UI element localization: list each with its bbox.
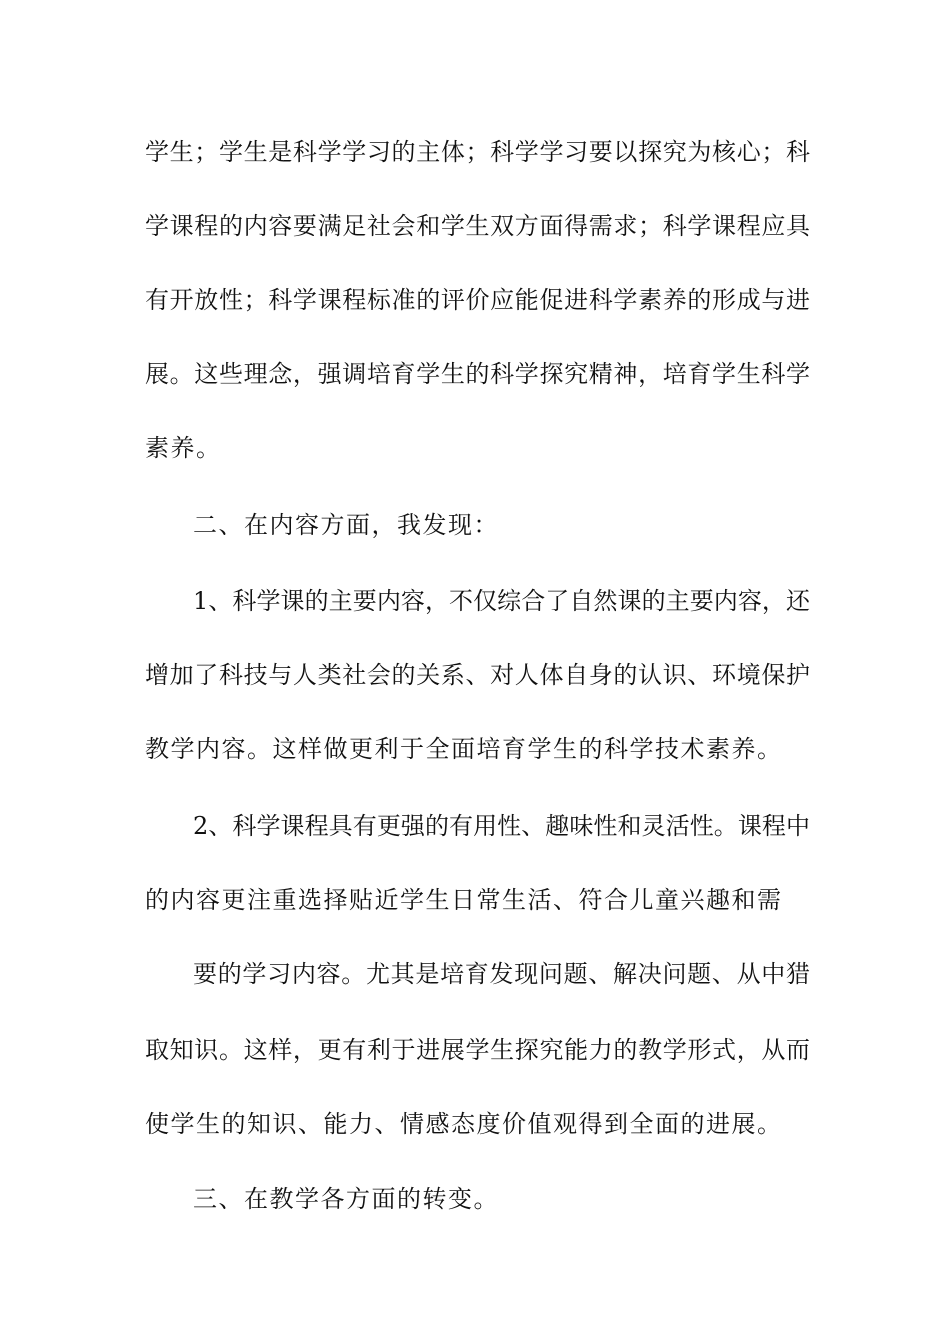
text-line-7: 1、科学课的主要内容，不仅综合了自然课的主要内容，还	[193, 587, 810, 615]
text-line-11: 的内容更注重选择贴近学生日常生活、符合儿童兴趣和需	[145, 886, 783, 914]
text-line-12: 要的学习内容。尤其是培育发现问题、解决问题、从中猎	[193, 960, 810, 988]
text-line-2: 学课程的内容要满足社会和学生双方面得需求；科学课程应具	[145, 212, 810, 240]
section-heading-2: 二、在内容方面，我发现：	[193, 511, 499, 539]
text-line-1: 学生；学生是科学学习的主体；科学学习要以探究为核心；科	[145, 138, 810, 166]
text-line-14: 使学生的知识、能力、情感态度价值观得到全面的进展。	[145, 1110, 783, 1138]
text-line-3: 有开放性；科学课程标准的评价应能促进科学素养的形成与进	[145, 286, 810, 314]
text-line-8: 增加了科技与人类社会的关系、对人体自身的认识、环境保护	[145, 661, 810, 689]
text-line-10: 2、科学课程具有更强的有用性、趣味性和灵活性。课程中	[193, 812, 810, 840]
text-line-5: 素养。	[145, 434, 222, 462]
text-line-9: 教学内容。这样做更利于全面培育学生的科学技术素养。	[145, 735, 783, 763]
text-line-13: 取知识。这样，更有利于进展学生探究能力的教学形式，从而	[145, 1036, 810, 1064]
text-line-4: 展。这些理念，强调培育学生的科学探究精神，培育学生科学	[145, 360, 810, 388]
section-heading-3: 三、在教学各方面的转变。	[193, 1185, 499, 1213]
